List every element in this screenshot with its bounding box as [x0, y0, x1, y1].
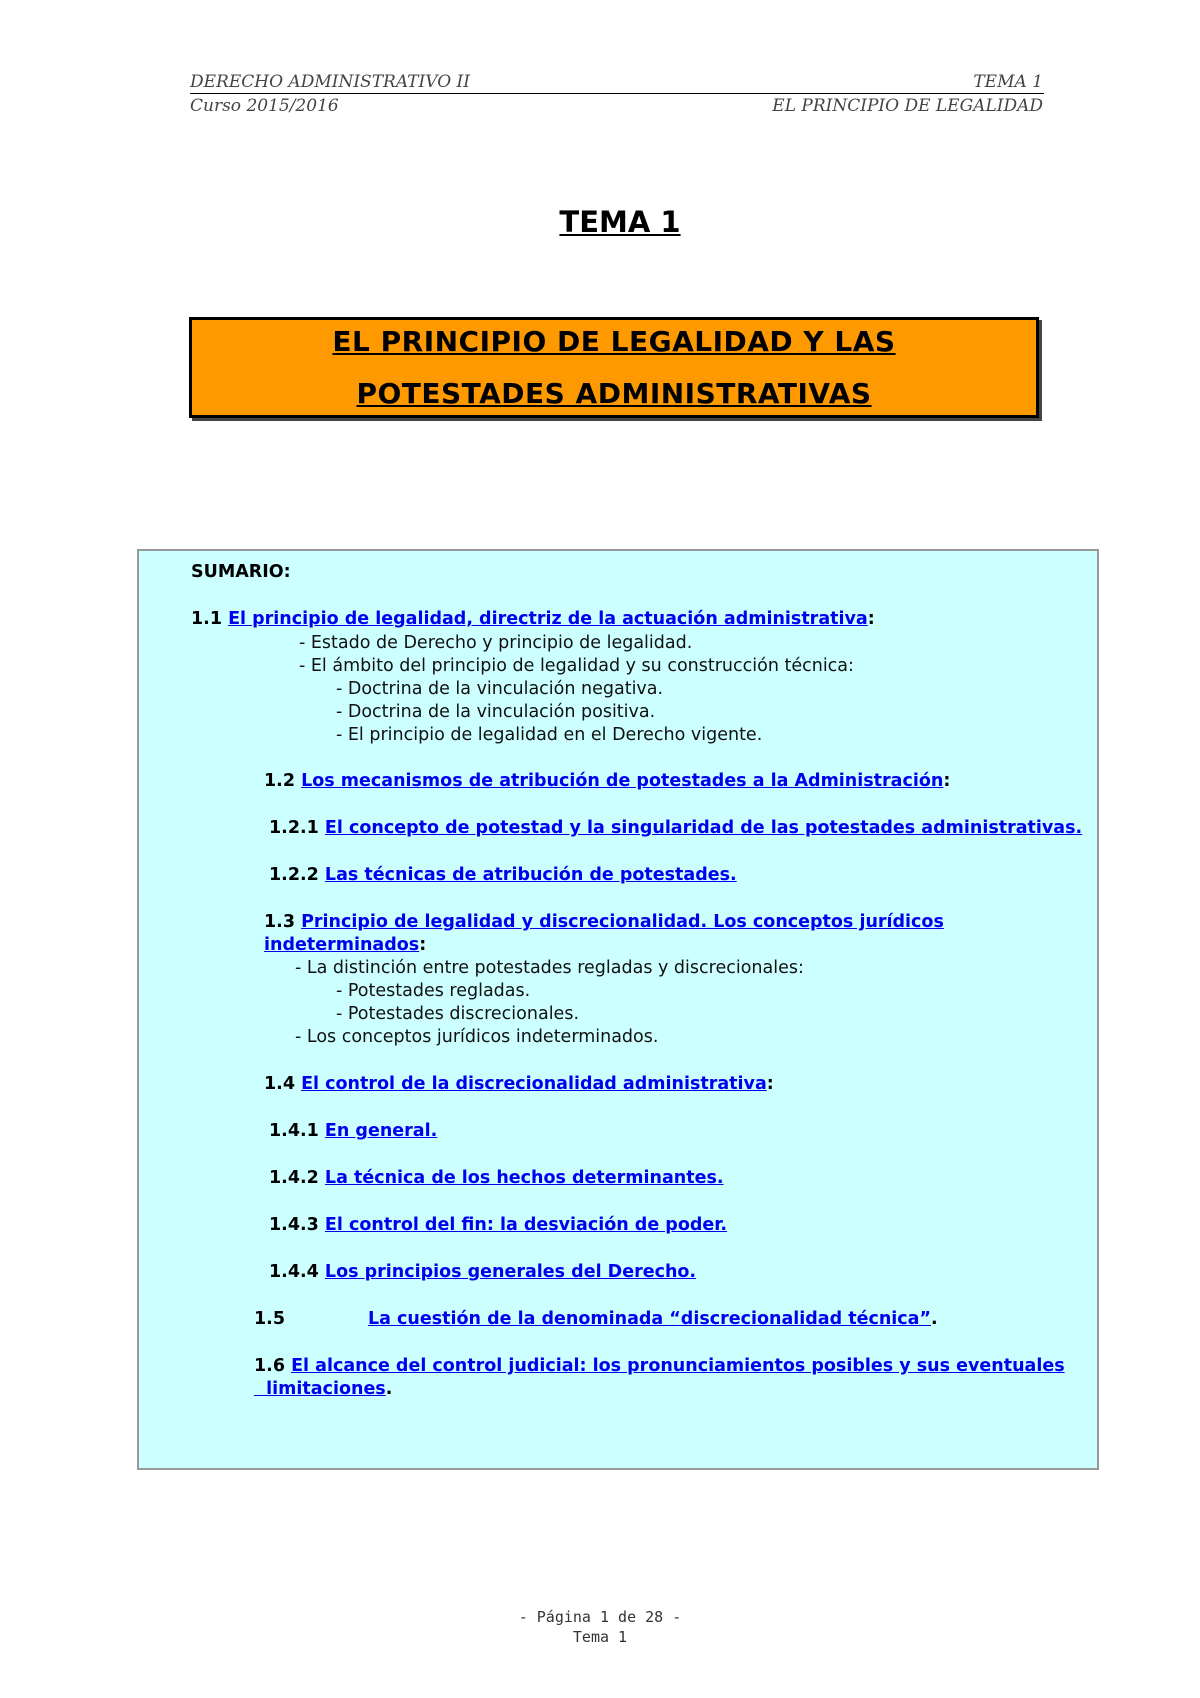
section-number: 1.3	[264, 912, 302, 932]
list-item: - Potestades discrecionales.	[336, 1004, 580, 1024]
list-item: - La distinción entre potestades regladas y discrecionales:	[295, 958, 804, 978]
section-1-4-link[interactable]: El control de la discrecionalidad administrativa	[301, 1074, 767, 1094]
section-1-3-link-cont[interactable]: indeterminados	[264, 935, 420, 955]
section-1-4-4-link[interactable]: Los principios generales del Derecho.	[324, 1262, 697, 1282]
section-1-1	[191, 608, 875, 630]
section-1-4-2-link[interactable]: La técnica de los hechos determinantes.	[324, 1168, 724, 1188]
section-1-4	[264, 1073, 774, 1095]
section-1-5-link[interactable]: La cuestión de la denominada “discrecionalidad técnica”	[368, 1309, 931, 1329]
footer-tema: Tema 1	[572, 1628, 628, 1646]
section-1-4-3	[269, 1214, 727, 1236]
section-1-1-link[interactable]: El principio de legalidad, directriz de la actuación administrativa	[228, 609, 868, 629]
list-item: - El principio de legalidad en el Derecho vigente.	[336, 725, 763, 745]
punct: .	[385, 1379, 393, 1399]
list-item: - Los conceptos jurídicos indeterminados.	[295, 1027, 659, 1047]
section-number: 1.4.3	[269, 1215, 325, 1235]
list-item: - Estado de Derecho y principio de legalidad.	[299, 633, 693, 653]
list-item: - Potestades regladas.	[336, 981, 531, 1001]
section-number: 1.2.1	[269, 818, 325, 838]
section-1-4-1-link[interactable]: En general.	[324, 1121, 438, 1141]
section-1-3-link[interactable]: Principio de legalidad y discrecionalidad. Los conceptos jurídicos	[301, 912, 944, 932]
section-number: 1.4.1	[269, 1121, 325, 1141]
sumario-heading: SUMARIO:	[191, 562, 291, 582]
section-number: 1.1	[191, 609, 229, 629]
section-1-6-cont	[254, 1378, 392, 1400]
section-1-4-4	[269, 1261, 696, 1283]
section-number: 1.6	[254, 1356, 292, 1376]
list-item: - El ámbito del principio de legalidad y su construcción técnica:	[299, 656, 854, 676]
tema-title: TEMA 1	[559, 205, 681, 239]
section-number: 1.2.2	[269, 865, 325, 885]
section-1-6-link[interactable]: El alcance del control judicial: los pronunciamientos posibles y sus eventuales	[291, 1356, 1065, 1376]
section-1-3	[264, 911, 944, 933]
header-rule	[190, 93, 1044, 94]
main-title-line-2: POTESTADES ADMINISTRATIVAS	[356, 376, 872, 410]
section-number: 1.2	[264, 771, 302, 791]
section-1-2	[264, 770, 950, 792]
header-tema: TEMA 1	[973, 72, 1043, 92]
punct: :	[867, 609, 875, 629]
punct: :	[766, 1074, 774, 1094]
section-1-4-2	[269, 1167, 724, 1189]
punct: :	[943, 771, 951, 791]
section-1-6	[254, 1355, 1065, 1377]
section-number: 1.4.4	[269, 1262, 325, 1282]
list-item: - Doctrina de la vinculación positiva.	[336, 702, 656, 722]
section-1-2-1	[269, 817, 1082, 839]
punct: .	[930, 1309, 938, 1329]
section-1-2-2-link[interactable]: Las técnicas de atribución de potestades.	[324, 865, 737, 885]
section-1-5	[368, 1308, 938, 1330]
header-topic: EL PRINCIPIO DE LEGALIDAD	[772, 96, 1043, 116]
main-title-box	[189, 317, 1039, 418]
section-1-4-1	[269, 1120, 437, 1142]
punct: :	[419, 935, 427, 955]
section-1-2-2	[269, 864, 737, 886]
section-1-2-link[interactable]: Los mecanismos de atribución de potestades a la Administración	[301, 771, 944, 791]
section-number: 1.4.2	[269, 1168, 325, 1188]
section-1-6-link-cont[interactable]: limitaciones	[254, 1379, 386, 1399]
section-1-5-number: 1.5	[254, 1309, 286, 1329]
section-1-4-3-link[interactable]: El control del fin: la desviación de poder.	[324, 1215, 728, 1235]
header-subject: DERECHO ADMINISTRATIVO II	[190, 72, 470, 92]
page-number: - Página 1 de 28 -	[518, 1608, 682, 1626]
list-item: - Doctrina de la vinculación negativa.	[336, 679, 664, 699]
section-1-3-cont	[264, 934, 426, 956]
header-course: Curso 2015/2016	[190, 96, 339, 116]
section-number: 1.4	[264, 1074, 302, 1094]
section-1-2-1-link[interactable]: El concepto de potestad y la singularidad de las potestades administrativas.	[324, 818, 1083, 838]
main-title-line-1: EL PRINCIPIO DE LEGALIDAD Y LAS	[332, 324, 896, 358]
